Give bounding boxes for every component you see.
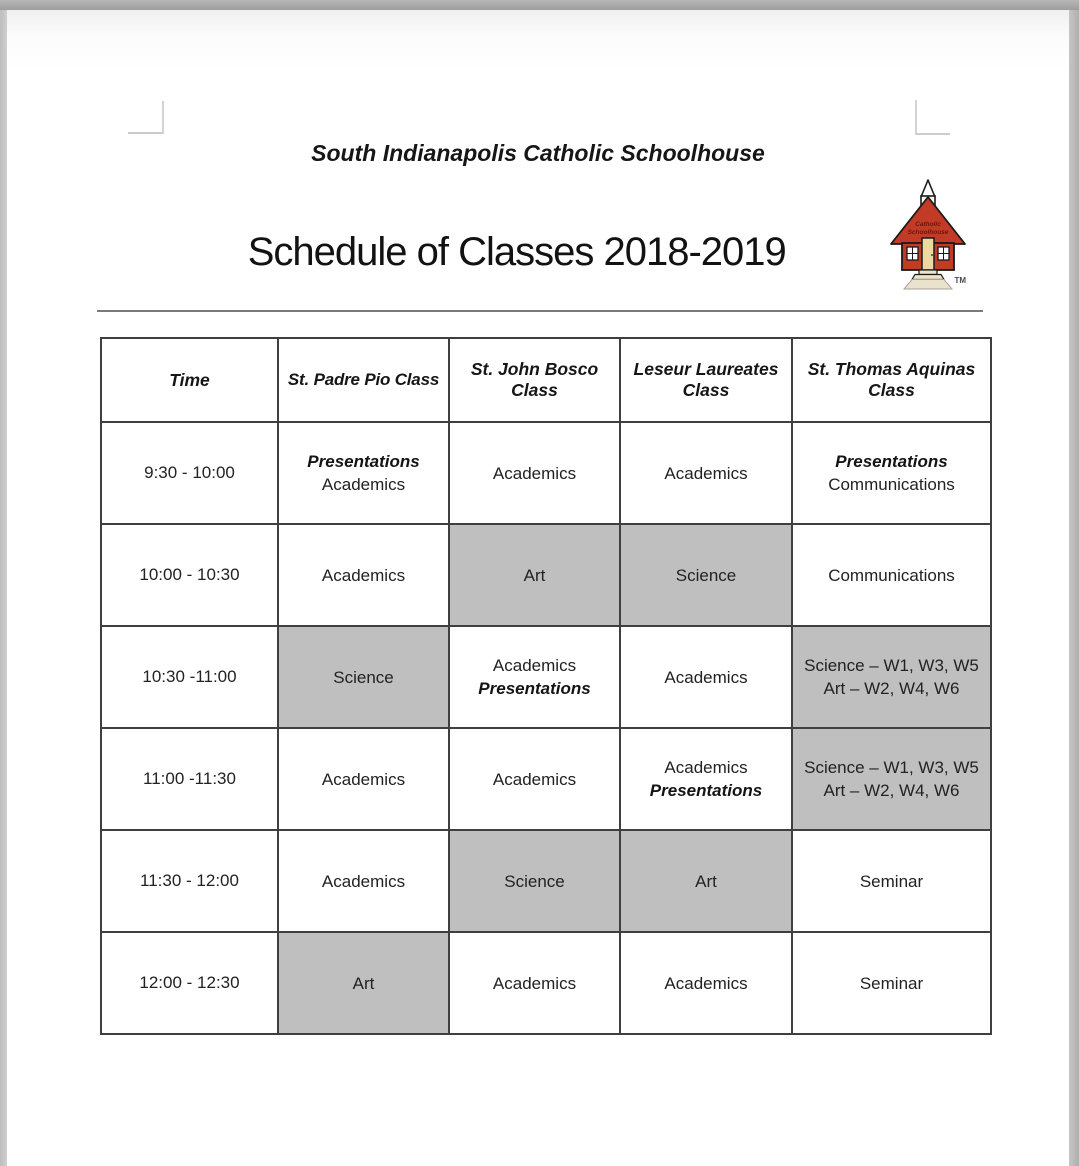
table-row xyxy=(101,830,991,932)
subject-line: Academics xyxy=(492,973,577,993)
schedule-cell xyxy=(620,524,792,626)
subject-line: Academics xyxy=(321,871,406,891)
subject-line: Science – W1, W3, W5 xyxy=(804,656,979,675)
schedule-cell xyxy=(449,932,620,1034)
column-header-padre-pio: St. Padre Pio Class xyxy=(278,338,449,422)
page-title: Schedule of Classes 2018-2019 xyxy=(247,230,786,274)
subject-line: Art xyxy=(352,973,375,993)
subject-line: Academics xyxy=(664,758,748,777)
subject-line: Academics xyxy=(664,973,748,993)
subject-line: Academics xyxy=(492,656,577,675)
subject-line: Academics xyxy=(664,463,748,483)
column-header-thomas-aquinas: St. Thomas Aquinas Class xyxy=(792,338,991,422)
document-page xyxy=(7,10,1069,1166)
subject-line-emphasis: Presentations xyxy=(835,452,948,471)
schedule-cell xyxy=(449,626,620,728)
logo-window-left xyxy=(907,247,918,260)
schedule-cell xyxy=(449,830,620,932)
viewer-top-edge xyxy=(0,0,1079,10)
table-header-row xyxy=(101,338,991,422)
subject-line-emphasis: Presentations xyxy=(478,679,591,698)
subject-line: Science xyxy=(333,667,394,687)
time-cell: 12:00 - 12:30 xyxy=(101,932,278,1034)
schedule-cell xyxy=(620,626,792,728)
schedule-cell xyxy=(792,728,991,830)
schedule-cell xyxy=(278,422,449,524)
schedule-table-body xyxy=(101,422,991,1034)
table-row xyxy=(101,932,991,1034)
time-cell: 10:00 - 10:30 xyxy=(101,524,278,626)
trademark-label: TM xyxy=(954,276,966,285)
schedule-cell xyxy=(620,422,792,524)
column-header-time: Time xyxy=(101,338,278,422)
schedule-cell xyxy=(278,524,449,626)
subject-line-emphasis: Presentations xyxy=(649,781,763,800)
table-row xyxy=(101,728,991,830)
schedule-cell xyxy=(449,728,620,830)
schedule-cell xyxy=(620,932,792,1034)
schedule-cell xyxy=(792,626,991,728)
table-row xyxy=(101,626,991,728)
subject-line: Science xyxy=(675,565,737,585)
schedule-cell xyxy=(792,932,991,1034)
subject-line: Communications xyxy=(828,565,955,585)
time-cell: 9:30 - 10:00 xyxy=(101,422,278,524)
subject-line: Academics xyxy=(492,463,577,483)
schedule-cell xyxy=(449,422,620,524)
schedule-cell xyxy=(278,626,449,728)
subject-line: Academics xyxy=(321,475,406,494)
horizontal-divider xyxy=(97,310,983,312)
table-row xyxy=(101,524,991,626)
logo-roof-text-line1: Catholic xyxy=(915,221,941,228)
subject-line: Seminar xyxy=(859,973,924,993)
margin-crop-mark-top-left xyxy=(128,101,164,134)
time-cell: 11:30 - 12:00 xyxy=(101,830,278,932)
schoolhouse-logo xyxy=(888,177,970,295)
schedule-table xyxy=(100,337,992,1035)
viewer-left-edge xyxy=(0,10,7,1166)
subject-line: Art – W2, W4, W6 xyxy=(823,781,960,800)
subject-line: Art – W2, W4, W6 xyxy=(823,679,960,698)
organization-name: South Indianapolis Catholic Schoolhouse xyxy=(311,140,765,166)
schedule-cell xyxy=(278,728,449,830)
logo-roof-text-line2: Schoolhouse xyxy=(907,229,949,236)
subject-line: Art xyxy=(523,565,546,585)
schedule-cell xyxy=(792,830,991,932)
subject-line: Academics xyxy=(664,667,748,687)
schedule-cell xyxy=(449,524,620,626)
schedule-cell xyxy=(620,728,792,830)
schedule-cell xyxy=(278,830,449,932)
column-header-john-bosco: St. John Bosco Class xyxy=(449,338,620,422)
subject-line-emphasis: Presentations xyxy=(307,452,420,471)
subject-line: Communications xyxy=(828,475,955,494)
subject-line: Academics xyxy=(321,769,406,789)
time-cell: 11:00 -11:30 xyxy=(101,728,278,830)
schedule-cell xyxy=(278,932,449,1034)
schedule-cell xyxy=(792,422,991,524)
column-header-leseur-laureates: Leseur Laureates Class xyxy=(620,338,792,422)
schoolhouse-icon xyxy=(888,177,970,292)
viewer-right-edge xyxy=(1069,10,1079,1166)
schedule-cell xyxy=(620,830,792,932)
subject-line: Art xyxy=(695,871,717,891)
subject-line: Science xyxy=(504,871,565,891)
subject-line: Academics xyxy=(321,565,406,585)
logo-window-right xyxy=(938,247,949,260)
schedule-cell xyxy=(792,524,991,626)
table-row xyxy=(101,422,991,524)
subject-line: Science – W1, W3, W5 xyxy=(804,758,979,777)
subject-line: Academics xyxy=(492,769,577,789)
margin-crop-mark-top-right xyxy=(915,100,950,135)
time-cell: 10:30 -11:00 xyxy=(101,626,278,728)
subject-line: Seminar xyxy=(859,871,924,891)
